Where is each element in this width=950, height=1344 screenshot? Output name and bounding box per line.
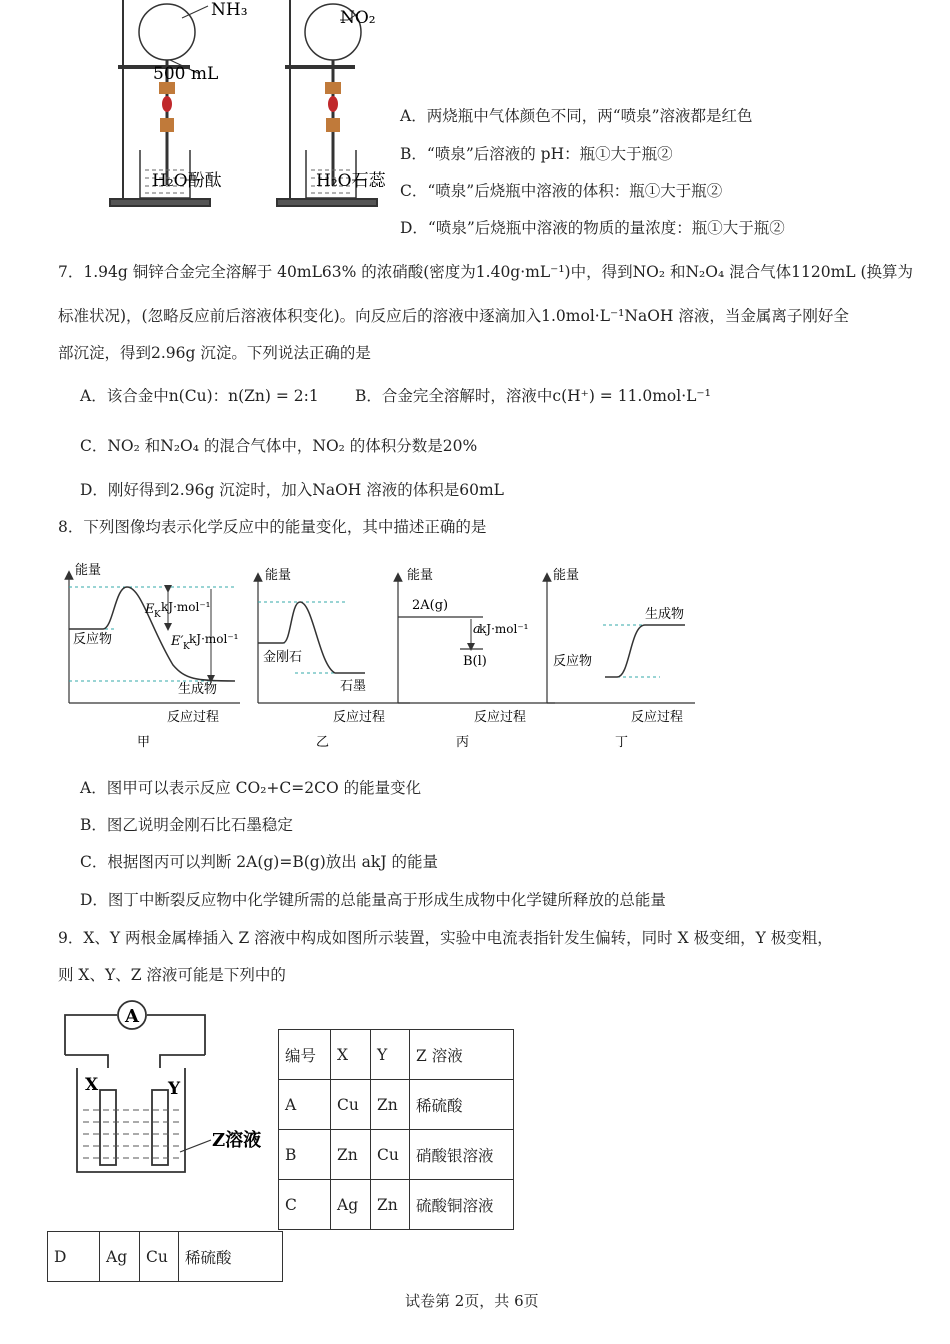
svg-text:反应过程: 反应过程	[167, 710, 220, 725]
beaker2-label: H₂O石蕊	[316, 171, 386, 191]
diagram-yi	[258, 567, 410, 750]
svg-text:石墨: 石墨	[340, 679, 367, 694]
page-footer: 试卷第 2页，共 6页	[405, 1292, 539, 1310]
table-cell: 稀硫酸	[410, 1080, 514, 1130]
svg-text:kJ·mol⁻¹: kJ·mol⁻¹	[189, 632, 239, 646]
svg-text:丙: 丙	[456, 735, 470, 750]
q7-option-a: A．该合金中n(Cu)：n(Zn) = 2:1	[80, 387, 319, 405]
no2-label: NO₂	[340, 8, 376, 28]
svg-text:反应过程: 反应过程	[474, 710, 527, 725]
table-cell: Ag	[100, 1232, 140, 1282]
table-row	[279, 1130, 514, 1180]
table-cell: Cu	[371, 1130, 410, 1180]
table-cell: C	[279, 1180, 331, 1230]
svg-text:kJ·mol⁻¹: kJ·mol⁻¹	[479, 622, 529, 636]
table-header-cell: 编号	[279, 1030, 331, 1080]
table-cell: 硝酸银溶液	[410, 1130, 514, 1180]
diagram-bing	[398, 567, 555, 750]
svg-text:生成物: 生成物	[645, 607, 685, 622]
q7-option-b: B．合金完全溶解时，溶液中c(H⁺) = 11.0mol·L⁻¹	[355, 387, 711, 405]
q9-stem-line2: 则 X、Y、Z 溶液可能是下列中的	[58, 966, 286, 984]
volume-label: 500 mL	[153, 64, 219, 84]
table-cell: 稀硫酸	[179, 1232, 283, 1282]
svg-text:a: a	[473, 622, 481, 637]
q6-option-a: A．两烧瓶中气体颜色不同，两“喷泉”溶液都是红色	[400, 107, 753, 125]
table-cell: Cu	[140, 1232, 179, 1282]
z-solution-label: Z溶液	[212, 1130, 262, 1151]
table-row	[279, 1080, 514, 1130]
svg-text:反应过程: 反应过程	[333, 710, 386, 725]
svg-text:乙: 乙	[316, 735, 330, 750]
q8-option-d: D．图丁中断裂反应物中化学键所需的总能量高于形成生成物中化学键所释放的总能量	[80, 891, 666, 909]
svg-text:2A(g): 2A(g)	[412, 598, 449, 613]
table-cell: D	[48, 1232, 100, 1282]
svg-text:反应过程: 反应过程	[631, 710, 684, 725]
svg-text:E′: E′	[171, 634, 184, 649]
q8-option-c: C．根据图丙可以判断 2A(g)=B(g)放出 akJ 的能量	[80, 853, 438, 871]
svg-text:K: K	[154, 610, 161, 620]
beaker1-label: H₂O酚酞	[152, 171, 222, 191]
table-cell: Zn	[371, 1180, 410, 1230]
ammeter-label: A	[125, 1006, 139, 1027]
q6-option-b: B．“喷泉”后溶液的 pH：瓶①大于瓶②	[400, 145, 673, 163]
q6-option-d: D．“喷泉”后烧瓶中溶液的物质的量浓度：瓶①大于瓶②	[400, 219, 785, 237]
table-header-cell: Z 溶液	[410, 1030, 514, 1080]
x-electrode-label: X	[85, 1075, 99, 1095]
table-cell: Zn	[331, 1130, 371, 1180]
table-cell: Zn	[371, 1080, 410, 1130]
answer-table-row-d	[47, 1231, 283, 1282]
diagram-ding	[547, 567, 695, 750]
table-cell: 硫酸铜溶液	[410, 1180, 514, 1230]
svg-text:反应物: 反应物	[553, 654, 593, 669]
table-row	[279, 1180, 514, 1230]
table-row	[48, 1232, 283, 1282]
table-cell: B	[279, 1130, 331, 1180]
svg-text:丁: 丁	[615, 735, 629, 750]
svg-text:能量: 能量	[407, 568, 434, 583]
table-cell: Ag	[331, 1180, 371, 1230]
svg-text:金刚石: 金刚石	[263, 650, 303, 665]
svg-text:生成物: 生成物	[178, 682, 218, 697]
answer-table	[278, 1029, 514, 1230]
q8-option-a: A．图甲可以表示反应 CO₂+C=2CO 的能量变化	[80, 779, 422, 797]
svg-text:kJ·mol⁻¹: kJ·mol⁻¹	[161, 600, 211, 614]
nh3-label: NH₃	[211, 0, 248, 20]
q7-option-c: C．NO₂ 和N₂O₄ 的混合气体中，NO₂ 的体积分数是20%	[80, 437, 478, 455]
table-header-cell: X	[331, 1030, 371, 1080]
svg-text:甲: 甲	[137, 735, 151, 750]
y-electrode-label: Y	[168, 1079, 181, 1099]
svg-text:E: E	[145, 602, 155, 617]
q7-stem-line2: 标准状况)，(忽略反应前后溶液体积变化)。向反应后的溶液中逐滴加入1.0mol·L⁻¹NaOH 溶液，当金属离子刚好全	[58, 307, 849, 325]
svg-text:能量: 能量	[75, 563, 102, 578]
table-header-row	[279, 1030, 514, 1080]
table-header-cell: Y	[371, 1030, 410, 1080]
q7-option-d: D．刚好得到2.96g 沉淀时，加入NaOH 溶液的体积是60mL	[80, 481, 504, 499]
svg-text:能量: 能量	[265, 568, 292, 583]
table-cell: A	[279, 1080, 331, 1130]
svg-text:B(l): B(l)	[463, 654, 487, 669]
q8-option-b: B．图乙说明金刚石比石墨稳定	[80, 816, 293, 834]
table-cell: Cu	[331, 1080, 371, 1130]
diagram-jia	[69, 562, 240, 750]
svg-text:反应物: 反应物	[73, 632, 113, 647]
q7-stem-line1: 7．1.94g 铜锌合金完全溶解于 40mL63% 的浓硝酸(密度为1.40g·mL⁻¹)中，得到NO₂ 和N₂O₄ 混合气体1120mL (换算为	[58, 263, 914, 281]
q9-stem-line1: 9．X、Y 两根金属棒插入 Z 溶液中构成如图所示装置，实验中电流表指针发生偏转，同时 X 极变细，Y 极变粗，	[58, 929, 833, 947]
q8-stem: 8．下列图像均表示化学反应中的能量变化，其中描述正确的是	[58, 518, 487, 536]
q7-stem-line3: 部沉淀，得到2.96g 沉淀。下列说法正确的是	[58, 344, 371, 362]
q6-option-c: C．“喷泉”后烧瓶中溶液的体积：瓶①大于瓶②	[400, 182, 723, 200]
svg-text:能量: 能量	[553, 568, 580, 583]
svg-text:K: K	[183, 642, 190, 652]
